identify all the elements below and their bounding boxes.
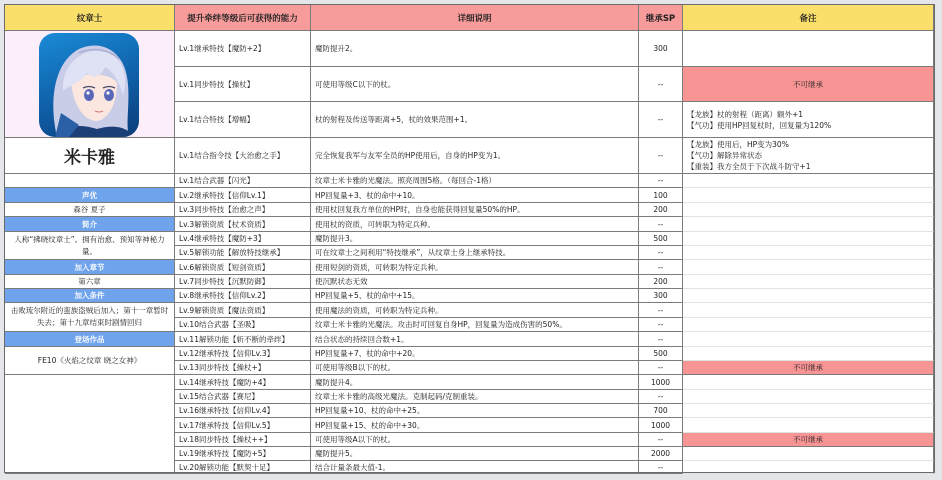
- ability-name: Lv.20解锁功能【默契十足】: [175, 461, 311, 474]
- ability-name: Lv.1结合武器【闪光】: [175, 174, 311, 188]
- inherit-sp: 100: [639, 188, 683, 203]
- ability-detail: 魔防提升4。: [311, 375, 639, 390]
- ability-notes: [683, 289, 934, 303]
- ability-detail: 使沉默状态无效: [311, 275, 639, 289]
- ability-notes: [683, 318, 934, 332]
- ability-notes: [683, 203, 934, 217]
- voice-label: 声优: [5, 188, 175, 203]
- character-portrait-icon: [39, 33, 139, 137]
- ability-detail: HP回复量+3、杖的命中+10。: [311, 188, 639, 203]
- inherit-sp: 300: [639, 289, 683, 303]
- ability-detail: 结合计量条最大值-1。: [311, 461, 639, 474]
- note-line: 【气功】使用HP回复杖时，回复量为120%: [687, 120, 832, 130]
- inherit-sp: --: [639, 361, 683, 375]
- ability-detail: 纹章士米卡雅的光魔法。照亮周围5格。（每回合-1格）: [311, 174, 639, 188]
- header-emblem: 纹章士: [5, 5, 175, 31]
- inherit-sp: --: [639, 332, 683, 347]
- inherit-sp: 700: [639, 404, 683, 418]
- condition-value: 击败琉尔附近的蛮族盗贼后加入；第十一章暂时失去；第十九章结束时剧情回归: [5, 303, 175, 332]
- ability-detail: 可使用等级C以下的杖。: [311, 67, 639, 102]
- ability-name: Lv.1结合特技【增幅】: [175, 102, 311, 138]
- inherit-sp: --: [639, 138, 683, 174]
- ability-name: Lv.14继承特技【魔防+4】: [175, 375, 311, 390]
- inherit-sp: --: [639, 303, 683, 318]
- ability-notes: [683, 447, 934, 461]
- ability-notes: [683, 246, 934, 260]
- ability-detail: 纹章士米卡雅的光魔法。攻击时可回复自身HP，回复量为造成伤害的50%。: [311, 318, 639, 332]
- header-detail: 详细说明: [311, 5, 639, 31]
- ability-name: Lv.5解锁功能【解放特技继承】: [175, 246, 311, 260]
- ability-notes: [683, 375, 934, 390]
- inherit-sp: 1000: [639, 418, 683, 433]
- ability-notes: [683, 138, 934, 174]
- ability-detail: 可使用等级A以下的杖。: [311, 433, 639, 447]
- inherit-sp: 2000: [639, 447, 683, 461]
- ability-notes: [683, 174, 934, 188]
- ability-name: Lv.1结合指令技【大治愈之手】: [175, 138, 311, 174]
- ability-notes: [683, 347, 934, 361]
- inherit-sp: --: [639, 461, 683, 474]
- ability-notes: [683, 303, 934, 318]
- origin-label: 登场作品: [5, 332, 175, 347]
- inherit-sp: 200: [639, 275, 683, 289]
- origin-value: FE10《火焰之纹章 晓之女神》: [5, 347, 175, 375]
- ability-detail: HP回复量+5、杖的命中+15。: [311, 289, 639, 303]
- no-inherit-badge: 不可继承: [683, 433, 934, 447]
- no-inherit-badge: 不可继承: [683, 361, 934, 375]
- character-name: 米卡雅: [5, 138, 175, 174]
- ability-name: Lv.17继承特技【信仰Lv.5】: [175, 418, 311, 433]
- ability-detail: HP回复量+15、杖的命中+30。: [311, 418, 639, 433]
- inherit-sp: --: [639, 390, 683, 404]
- inherit-sp: --: [639, 217, 683, 232]
- header-sp: 继承SP: [639, 5, 683, 31]
- ability-name: Lv.16继承特技【信仰Lv.4】: [175, 404, 311, 418]
- ability-detail: 可在纹章士之间利用“特技继承”，从纹章士身上继承特技。: [311, 246, 639, 260]
- ability-detail: HP回复量+7、杖的命中+20。: [311, 347, 639, 361]
- header-ability: 提升牵绊等级后可获得的能力: [175, 5, 311, 31]
- ability-detail: 使用杖回复我方单位的HP时，自身也能获得回复量50%的HP。: [311, 203, 639, 217]
- ability-notes: [683, 390, 934, 404]
- ability-notes: [683, 275, 934, 289]
- condition-label: 加入条件: [5, 289, 175, 303]
- ability-detail: 纹章士米卡雅的高级光魔法。克制起码/克制重装。: [311, 390, 639, 404]
- ability-name: Lv.6解锁资质【短剑资质】: [175, 260, 311, 275]
- chapter-value: 第六章: [5, 275, 175, 289]
- ability-detail: 结合状态的持续回合数+1。: [311, 332, 639, 347]
- inherit-sp: --: [639, 260, 683, 275]
- ability-name: Lv.18同步特技【操杖++】: [175, 433, 311, 447]
- ability-name: Lv.3同步特技【治愈之声】: [175, 203, 311, 217]
- inherit-sp: --: [639, 102, 683, 138]
- ability-name: Lv.13同步特技【操杖+】: [175, 361, 311, 375]
- ability-detail: 魔防提升2。: [311, 31, 639, 67]
- ability-name: Lv.7同步特技【沉默防御】: [175, 275, 311, 289]
- inherit-sp: --: [639, 246, 683, 260]
- ability-name: Lv.12继承特技【信仰Lv.3】: [175, 347, 311, 361]
- ability-name: Lv.3解锁资质【杖术资质】: [175, 217, 311, 232]
- intro-value: 人称“拂晓纹章士”。拥有治愈、预知等神秘力量。: [5, 232, 175, 260]
- ability-name: Lv.11解锁功能【斩不断的牵绊】: [175, 332, 311, 347]
- ability-notes: [683, 404, 934, 418]
- ability-name: Lv.1同步特技【操杖】: [175, 67, 311, 102]
- inherit-sp: 200: [639, 203, 683, 217]
- intro-label: 简介: [5, 217, 175, 232]
- voice-value: 森谷 夏子: [5, 203, 175, 217]
- ability-notes: [683, 461, 934, 474]
- ability-notes: [683, 102, 934, 138]
- note-line: 【龙族】杖的射程（距离）额外+1: [687, 109, 804, 119]
- blank-cell: [5, 174, 175, 188]
- blank-cell: [5, 375, 175, 474]
- inherit-sp: 300: [639, 31, 683, 67]
- ability-notes: [683, 260, 934, 275]
- ability-detail: 使用魔法的资质，可转职为特定兵种。: [311, 303, 639, 318]
- ability-name: Lv.2继承特技【信仰Lv.1】: [175, 188, 311, 203]
- ability-name: Lv.1继承特技【魔防+2】: [175, 31, 311, 67]
- ability-name: Lv.15结合武器【赛尼】: [175, 390, 311, 404]
- ability-notes: [683, 217, 934, 232]
- ability-name: Lv.19继承特技【魔防+5】: [175, 447, 311, 461]
- ability-notes: [683, 418, 934, 433]
- inherit-sp: 500: [639, 347, 683, 361]
- ability-detail: 可使用等级B以下的杖。: [311, 361, 639, 375]
- inherit-sp: 500: [639, 232, 683, 246]
- note-line: 【气功】解除异常状态: [687, 151, 762, 160]
- note-line: 【重装】我方全员于下次战斗防守+1: [687, 162, 811, 171]
- inherit-sp: --: [639, 433, 683, 447]
- ability-notes: [683, 232, 934, 246]
- ability-notes: [683, 31, 934, 67]
- ability-detail: 魔防提升5。: [311, 447, 639, 461]
- ability-detail: 魔防提升3。: [311, 232, 639, 246]
- character-table: [4, 4, 935, 473]
- ability-name: Lv.9解锁资质【魔法资质】: [175, 303, 311, 318]
- ability-detail: HP回复量+10、杖的命中+25。: [311, 404, 639, 418]
- inherit-sp: --: [639, 67, 683, 102]
- note-line: 【龙族】使用后，HP变为30%: [687, 140, 789, 149]
- inherit-sp: --: [639, 174, 683, 188]
- ability-name: Lv.10结合武器【圣吸】: [175, 318, 311, 332]
- ability-detail: 完全恢复我军与友军全员的HP使用后，自身的HP变为1。: [311, 138, 639, 174]
- ability-name: Lv.8继承特技【信仰Lv.2】: [175, 289, 311, 303]
- ability-detail: 使用杖的资质，可转职为特定兵种。: [311, 217, 639, 232]
- no-inherit-badge: 不可继承: [683, 67, 934, 102]
- ability-name: Lv.4继承特技【魔防+3】: [175, 232, 311, 246]
- ability-notes: [683, 188, 934, 203]
- chapter-label: 加入章节: [5, 260, 175, 275]
- inherit-sp: --: [639, 318, 683, 332]
- ability-detail: 使用短剑的资质，可转职为特定兵种。: [311, 260, 639, 275]
- header-notes: 备注: [683, 5, 934, 31]
- inherit-sp: 1000: [639, 375, 683, 390]
- ability-detail: 杖的射程及传送等距离+5，杖的效果范围+1。: [311, 102, 639, 138]
- ability-notes: [683, 332, 934, 347]
